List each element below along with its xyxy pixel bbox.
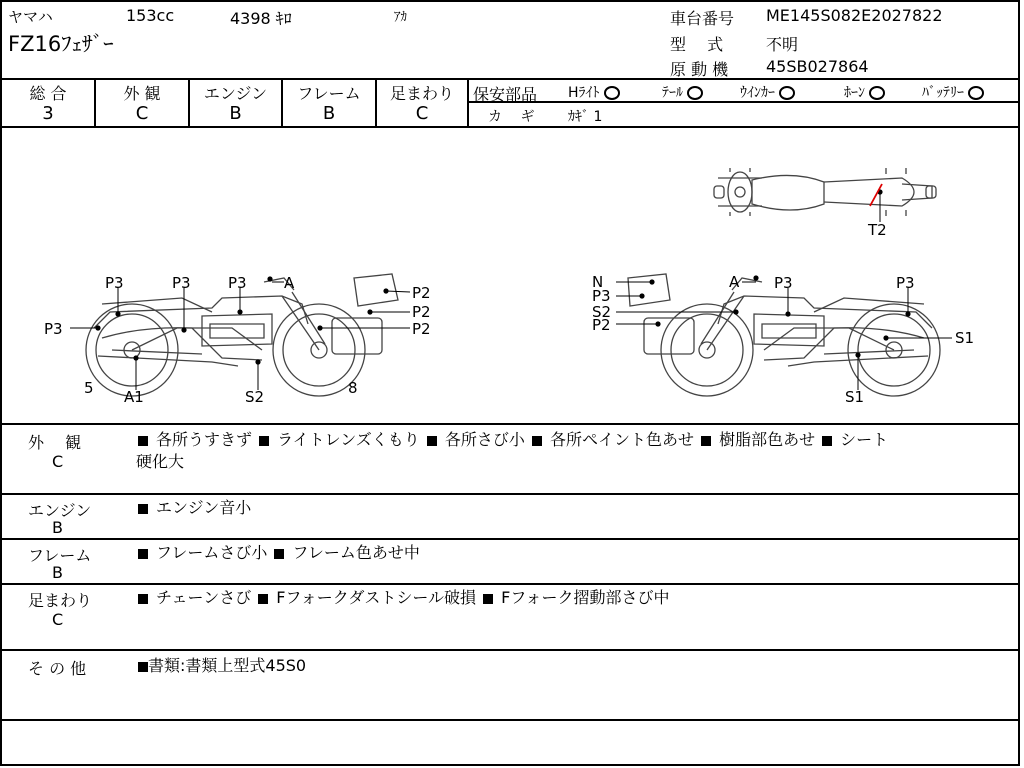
grade-total-label: 総 合 [29, 84, 67, 103]
grade-exterior-label: 外 観 [123, 84, 161, 103]
grade-suspension-value: C [415, 103, 429, 124]
key-value: ｶｷﾞ 1 [568, 109, 603, 125]
bullet-icon [138, 594, 148, 604]
bullet-icon [701, 436, 711, 446]
mileage: 4398 ｷﾛ [230, 9, 292, 28]
bullet-icon [258, 594, 268, 604]
type-label: 型 式 [670, 35, 724, 54]
section-notes-engine: エンジン音小 [136, 497, 251, 519]
section-notes-suspension: チェーンさび Fフォークダストシール破損 Fフォーク摺動部さび中 [136, 587, 670, 609]
bullet-icon [532, 436, 542, 446]
bullet-icon [138, 549, 148, 559]
section-notes-exterior: 各所うすきず ライトレンズくもり 各所さび小 各所ペイント色あせ 樹脂部色あせ シート [136, 429, 888, 451]
diagram-label: S2 [245, 388, 265, 406]
diagram-label: A [284, 274, 295, 292]
bullet-icon [138, 662, 148, 672]
bullet-icon [138, 504, 148, 514]
grade-frame-value: B [322, 103, 336, 124]
grade-engine-label: エンジン [203, 84, 268, 103]
diagram-label: P2 [412, 320, 431, 338]
ok-circle-icon [604, 86, 620, 100]
ok-circle-icon [779, 86, 795, 100]
ok-circle-icon [968, 86, 984, 100]
type-value: 不明 [766, 35, 799, 54]
diagram-label: S1 [955, 329, 975, 347]
key-label: カ ギ [488, 109, 535, 125]
section-title-frame: フレーム [28, 546, 92, 565]
safety-title: 保安部品 [473, 85, 538, 104]
frame-no: ME145S082E2027822 [766, 6, 943, 25]
divider [2, 719, 1018, 721]
engine-no-label: 原 動 機 [670, 60, 729, 79]
diagram-label: P2 [412, 303, 431, 321]
section-title-engine: エンジン [28, 501, 92, 520]
section-notes-exterior-cont: 硬化大 [136, 452, 185, 471]
divider [2, 649, 1018, 651]
bullet-icon [274, 549, 284, 559]
safety-item-winker: ｳｲﾝｶｰ [740, 82, 795, 102]
bullet-icon [138, 436, 148, 446]
displacement: 153cc [126, 6, 175, 25]
diagram-label: 8 [348, 379, 358, 397]
bullet-icon [427, 436, 437, 446]
diagram-label: A [729, 273, 740, 291]
diagram-label: S1 [845, 388, 865, 406]
divider [2, 583, 1018, 585]
diagram-label: S2 [592, 303, 612, 321]
diagram-label: T2 [868, 221, 887, 239]
section-grade-frame: B [52, 563, 63, 582]
grade-frame-label: フレーム [297, 84, 361, 103]
section-notes-other: 書類:書類上型式45S0 [136, 655, 306, 677]
frame-no-label: 車台番号 [670, 9, 735, 28]
diagram-label: P3 [592, 287, 611, 305]
bullet-icon [822, 436, 832, 446]
diagram-label: P3 [774, 274, 793, 292]
section-title-suspension: 足まわり [28, 591, 93, 610]
divider [2, 423, 1018, 425]
model-name: FZ16ﾌｪｻﾞｰ [8, 32, 114, 56]
ok-circle-icon [869, 86, 885, 100]
diagram-label: P2 [592, 316, 611, 334]
grade-exterior-value: C [135, 103, 149, 124]
diagram-label: P3 [228, 274, 247, 292]
safety-item-headlight: Hﾗｲﾄ [568, 82, 620, 102]
divider [2, 78, 1018, 80]
diagram-label: N [592, 273, 604, 291]
grade-suspension-label: 足まわり [389, 84, 454, 103]
diagram-label: P3 [896, 274, 915, 292]
diagram-label: P3 [44, 320, 63, 338]
diagram-label: P3 [172, 274, 191, 292]
safety-item-horn: ﾎｰﾝ [844, 82, 885, 102]
color: ｱｶ [394, 10, 407, 25]
grade-engine-value: B [229, 103, 242, 124]
engine-no: 45SB027864 [766, 57, 869, 76]
divider [2, 493, 1018, 495]
bullet-icon [483, 594, 493, 604]
section-grade-exterior: C [52, 452, 64, 471]
maker-name: ヤマハ [8, 8, 53, 26]
section-title-exterior: 外 観 [28, 433, 82, 452]
diagram-label: 5 [84, 379, 94, 397]
ok-circle-icon [687, 86, 703, 100]
divider [2, 538, 1018, 540]
section-title-other: そ の 他 [28, 659, 87, 678]
diagram-label: P3 [105, 274, 124, 292]
bullet-icon [259, 436, 269, 446]
safety-item-battery: ﾊﾞｯﾃﾘｰ [922, 82, 984, 102]
diagram-label: A1 [124, 388, 144, 406]
damage-diagram [2, 128, 1018, 422]
section-grade-suspension: C [52, 610, 64, 629]
safety-item-tail: ﾃｰﾙ [662, 82, 703, 102]
section-notes-frame: フレームさび小 フレーム色あせ中 [136, 542, 420, 564]
section-grade-engine: B [52, 518, 63, 537]
grade-total-value: 3 [42, 103, 54, 124]
diagram-label: P2 [412, 284, 431, 302]
